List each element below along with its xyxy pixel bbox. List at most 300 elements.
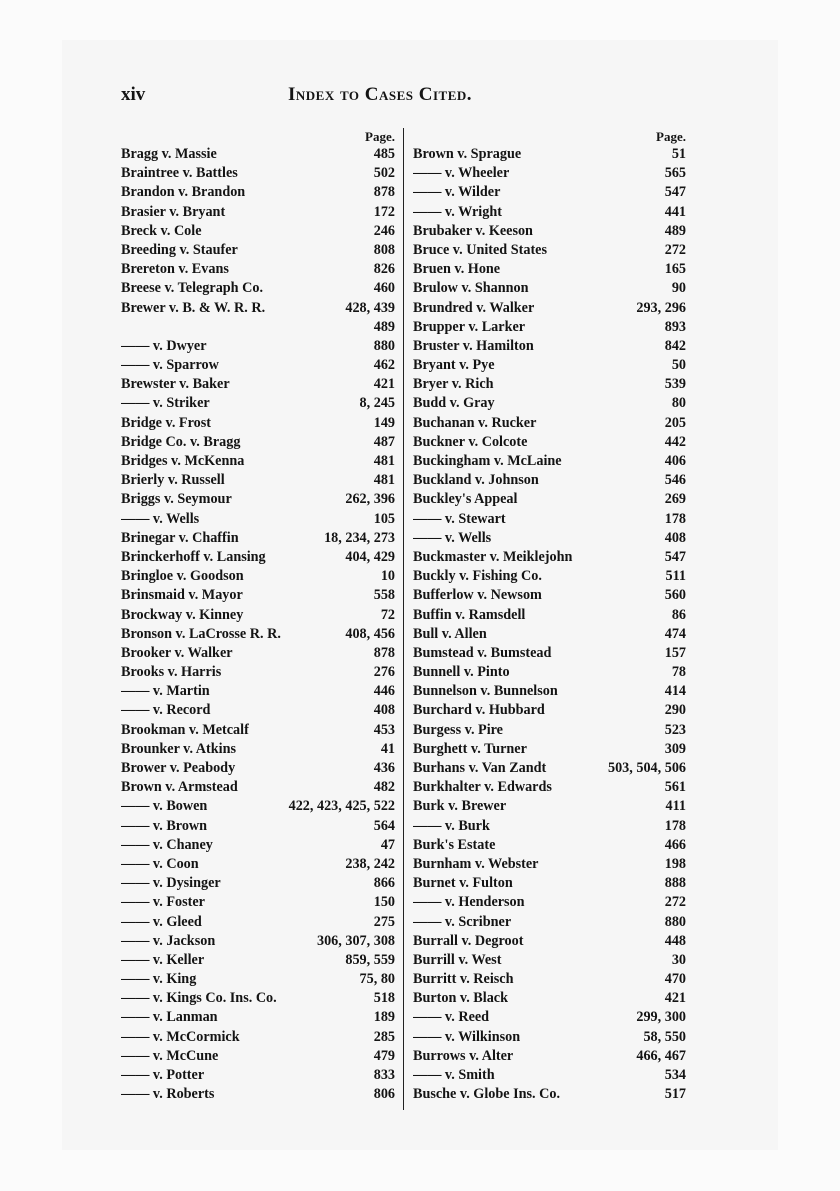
index-entry <box>413 471 686 490</box>
page-reference: 539 <box>664 376 686 393</box>
index-entry <box>121 203 395 222</box>
index-entry <box>121 529 395 548</box>
index-entry <box>413 874 686 893</box>
case-name: Burnet v. Fulton <box>413 875 513 892</box>
case-name: Burk v. Brewer <box>413 798 507 815</box>
case-name: —— v. Smith <box>413 1067 495 1083</box>
index-entry <box>121 663 395 682</box>
case-name: —— v. Henderson <box>413 894 525 911</box>
page-reference: 866 <box>373 875 395 892</box>
case-name: Brewster v. Baker <box>121 376 230 393</box>
case-name: Brounker v. Atkins <box>121 740 236 757</box>
index-entry <box>413 970 686 989</box>
index-entry <box>121 337 395 356</box>
index-entry <box>121 951 395 970</box>
page-reference: 878 <box>373 644 395 661</box>
case-name: Bunnell v. Pinto <box>413 664 510 681</box>
page-reference: 150 <box>373 894 395 911</box>
page-reference: 10 <box>380 568 395 585</box>
page-reference: 246 <box>373 222 395 239</box>
index-entry <box>121 586 395 605</box>
index-entry <box>413 203 686 222</box>
page-reference: 503, 504, 506 <box>607 760 686 776</box>
index-entry <box>413 452 686 471</box>
case-name: Bruen v. Hone <box>413 261 501 278</box>
page-reference: 198 <box>664 855 686 872</box>
case-name: Brown v. Sprague <box>413 146 522 162</box>
page-reference: 470 <box>664 971 686 988</box>
page-reference: 269 <box>664 491 686 508</box>
page-reference: 534 <box>664 1067 686 1083</box>
page-reference: 157 <box>664 644 686 661</box>
case-name: Bruster v. Hamilton <box>413 337 534 354</box>
case-name: Brundred v. Walker <box>413 299 535 316</box>
index-entry <box>413 145 686 164</box>
case-name: Brower v. Peabody <box>121 760 236 776</box>
page-reference: 893 <box>664 318 686 335</box>
case-name: —— v. Martin <box>121 683 210 700</box>
case-name: Bronson v. LaCrosse R. R. <box>121 625 281 642</box>
case-name: —— v. McCormick <box>121 1028 240 1045</box>
page-reference: 299, 300 <box>636 1009 686 1026</box>
case-name: Burrall v. Degroot <box>413 932 524 949</box>
page-reference: 511 <box>665 568 686 585</box>
page-reference: 285 <box>373 1028 395 1045</box>
case-name: Brewer v. B. & W. R. R. <box>121 299 266 316</box>
column-divider <box>403 128 404 1110</box>
index-entry <box>121 318 395 337</box>
page-reference: 238, 242 <box>345 855 395 872</box>
page-reference: 421 <box>373 376 395 393</box>
case-name: Bryant v. Pye <box>413 357 495 374</box>
case-name: Bridge Co. v. Bragg <box>121 433 241 450</box>
case-name: —— v. McCune <box>121 1047 219 1064</box>
index-entry <box>121 893 395 912</box>
page-reference: 436 <box>373 760 395 776</box>
index-entry <box>413 855 686 874</box>
case-name: —— v. Wilkinson <box>413 1028 521 1045</box>
case-name: —— v. Potter <box>121 1067 205 1083</box>
page-reference: 441 <box>664 203 686 220</box>
case-name: Brubaker v. Keeson <box>413 222 533 239</box>
index-entry <box>413 318 686 337</box>
case-name: —— v. Foster <box>121 894 205 911</box>
case-name: Burkhalter v. Edwards <box>413 779 552 796</box>
page-folio: xiv <box>121 84 146 105</box>
index-entry <box>413 644 686 663</box>
case-name: Bruce v. United States <box>413 241 547 258</box>
case-name: Brandon v. Brandon <box>121 184 246 201</box>
page-reference: 446 <box>373 683 395 700</box>
index-entry <box>121 241 395 260</box>
case-name: Burton v. Black <box>413 990 508 1007</box>
case-name: —— v. Coon <box>121 855 199 872</box>
page-reference: 546 <box>664 472 686 489</box>
case-name: —— v. Dysinger <box>121 875 221 892</box>
case-name: Bringloe v. Goodson <box>121 568 244 585</box>
case-name: Buchanan v. Rucker <box>413 414 537 431</box>
index-entry <box>413 241 686 260</box>
index-entry <box>413 1085 686 1104</box>
index-entry <box>413 759 686 778</box>
index-entry <box>121 817 395 836</box>
index-entry <box>121 606 395 625</box>
index-entry <box>121 1008 395 1027</box>
case-name: Brinckerhoff v. Lansing <box>121 548 266 565</box>
case-name: —— v. King <box>121 971 197 988</box>
page-reference: 18, 234, 273 <box>324 529 395 546</box>
case-name: Busche v. Globe Ins. Co. <box>413 1086 561 1103</box>
page-reference: 414 <box>664 683 686 700</box>
page-reference: 86 <box>671 606 686 623</box>
index-entry <box>121 414 395 433</box>
case-name: Burritt v. Reisch <box>413 971 514 988</box>
page-reference: 105 <box>373 510 395 527</box>
case-name: —— v. Gleed <box>121 913 202 930</box>
page-reference: 422, 423, 425, 522 <box>288 798 395 815</box>
index-entry <box>413 299 686 318</box>
case-name: Brown v. Armstead <box>121 779 238 796</box>
case-name: —— v. Sparrow <box>121 357 219 374</box>
index-entry <box>413 778 686 797</box>
index-entry <box>413 932 686 951</box>
index-entry <box>121 490 395 509</box>
index-entry <box>121 625 395 644</box>
case-name: Buckly v. Fishing Co. <box>413 568 542 585</box>
index-entry <box>121 452 395 471</box>
page-reference: 481 <box>373 472 395 489</box>
page-reference: 404, 429 <box>345 548 395 565</box>
index-entry <box>121 299 395 318</box>
case-name: Bragg v. Massie <box>121 146 217 162</box>
index-entry <box>121 797 395 816</box>
case-name: Buckingham v. McLaine <box>413 453 562 469</box>
index-entry <box>121 471 395 490</box>
index-entry <box>413 490 686 509</box>
index-entry <box>413 414 686 433</box>
page-reference: 558 <box>373 587 395 604</box>
case-name: —— v. Reed <box>413 1009 490 1026</box>
index-entry <box>413 164 686 183</box>
page-reference: 448 <box>664 932 686 949</box>
page-reference: 880 <box>373 337 395 354</box>
page-reference: 189 <box>373 1009 395 1026</box>
index-entry <box>121 682 395 701</box>
case-name: Buckner v. Colcote <box>413 433 528 450</box>
page-reference: 560 <box>664 587 686 604</box>
page-reference: 58, 550 <box>643 1028 686 1045</box>
page-reference: 293, 296 <box>636 299 686 316</box>
index-entry <box>121 260 395 279</box>
index-entry <box>413 356 686 375</box>
page-reference: 50 <box>671 357 686 374</box>
case-name: Buckland v. Johnson <box>413 472 539 489</box>
page-reference: 462 <box>373 357 395 374</box>
index-entry <box>413 433 686 452</box>
index-entry <box>413 913 686 932</box>
page-reference: 547 <box>664 184 686 201</box>
case-name: —— v. Scribner <box>413 913 512 930</box>
case-name: —— v. Keller <box>121 951 205 968</box>
page-reference: 806 <box>373 1086 395 1103</box>
page-reference: 72 <box>380 606 395 623</box>
index-entry <box>121 701 395 720</box>
page-reference: 564 <box>373 817 395 834</box>
case-name: Burhans v. Van Zandt <box>413 760 547 776</box>
right-index-column <box>413 128 686 1104</box>
index-entry <box>413 625 686 644</box>
case-name: Burrows v. Alter <box>413 1047 514 1064</box>
page-reference: 309 <box>664 740 686 757</box>
page-reference: 466, 467 <box>636 1047 686 1064</box>
index-entry <box>121 356 395 375</box>
page-reference: 172 <box>373 203 395 220</box>
case-name: Budd v. Gray <box>413 395 495 412</box>
page-reference: 41 <box>380 740 395 757</box>
index-entry <box>121 433 395 452</box>
case-name: Braintree v. Battles <box>121 165 238 182</box>
index-entry <box>121 874 395 893</box>
index-entry <box>121 836 395 855</box>
index-entry <box>121 1047 395 1066</box>
case-name: Buckley's Appeal <box>413 491 518 508</box>
index-entry <box>413 989 686 1008</box>
page-column-label: Page. <box>656 129 686 144</box>
index-entry <box>413 279 686 298</box>
page-reference: 482 <box>373 779 395 796</box>
case-name: Brereton v. Evans <box>121 261 229 278</box>
index-entry <box>121 394 395 413</box>
page-reference: 272 <box>664 241 686 258</box>
page-reference: 408, 456 <box>345 625 395 642</box>
page-reference: 859, 559 <box>345 951 395 968</box>
case-name: —— v. Chaney <box>121 836 213 853</box>
case-name: Brulow v. Shannon <box>413 280 529 297</box>
index-entry <box>413 663 686 682</box>
case-name: Burghett v. Turner <box>413 740 527 757</box>
page-reference: 8, 245 <box>359 395 395 412</box>
case-name: Brasier v. Bryant <box>121 203 226 220</box>
page-reference: 880 <box>664 913 686 930</box>
left-index-column <box>121 128 395 1104</box>
page-reference: 149 <box>373 414 395 431</box>
page-reference: 178 <box>664 817 686 834</box>
page-reference: 290 <box>664 702 686 719</box>
index-entry <box>413 510 686 529</box>
index-entry <box>413 836 686 855</box>
index-entry <box>121 759 395 778</box>
index-entry <box>413 567 686 586</box>
page-reference: 517 <box>664 1086 686 1103</box>
index-entry <box>413 721 686 740</box>
running-head-title: Index to Cases Cited. <box>288 84 473 105</box>
case-name: Brinegar v. Chaffin <box>121 529 239 546</box>
case-name: Bridge v. Frost <box>121 414 211 431</box>
index-entry <box>413 337 686 356</box>
case-name: —— v. Kings Co. Ins. Co. <box>121 990 277 1007</box>
index-entry <box>413 394 686 413</box>
page-reference: 275 <box>373 913 395 930</box>
case-name: Burchard v. Hubbard <box>413 702 545 719</box>
page-reference: 479 <box>373 1047 395 1064</box>
case-name: Burnham v. Webster <box>413 855 539 872</box>
page-reference: 411 <box>665 798 686 815</box>
case-name: Buffin v. Ramsdell <box>413 606 526 623</box>
case-name: Briggs v. Seymour <box>121 491 232 508</box>
case-name: Bryer v. Rich <box>413 376 494 393</box>
page-reference: 523 <box>664 721 686 738</box>
case-name: Breeding v. Staufer <box>121 241 238 258</box>
index-entry <box>121 721 395 740</box>
case-name: —— v. Roberts <box>121 1086 215 1103</box>
page-reference: 178 <box>664 510 686 527</box>
page-reference: 47 <box>380 836 395 853</box>
index-entry <box>413 682 686 701</box>
index-entry <box>121 989 395 1008</box>
index-entry <box>413 586 686 605</box>
index-entry <box>121 375 395 394</box>
page-reference: 808 <box>373 241 395 258</box>
page-reference: 888 <box>664 875 686 892</box>
case-name: Bunnelson v. Bunnelson <box>413 683 558 700</box>
index-entry <box>121 183 395 202</box>
case-name: —— v. Dwyer <box>121 337 207 354</box>
page-reference: 421 <box>664 990 686 1007</box>
page-reference: 408 <box>664 529 686 546</box>
page-column-label: Page. <box>365 129 395 144</box>
case-name: —— v. Record <box>121 702 211 719</box>
page-reference: 502 <box>373 165 395 182</box>
page-reference: 518 <box>373 990 395 1007</box>
case-name: —— v. Wilder <box>413 184 501 201</box>
page-reference: 408 <box>373 702 395 719</box>
page-reference: 51 <box>671 146 686 162</box>
page-reference: 165 <box>664 261 686 278</box>
index-entry <box>413 222 686 241</box>
index-entry <box>413 548 686 567</box>
case-name: Burk's Estate <box>413 836 496 853</box>
page-reference: 90 <box>671 280 686 297</box>
case-name: Buckmaster v. Meiklejohn <box>413 548 573 565</box>
page-reference: 565 <box>664 165 686 182</box>
case-name: —— v. Wells <box>121 510 200 527</box>
index-entry <box>413 1028 686 1047</box>
page-reference: 428, 439 <box>345 299 395 316</box>
index-entry <box>121 1085 395 1104</box>
page-reference: 878 <box>373 184 395 201</box>
index-entry <box>121 855 395 874</box>
index-entry <box>413 740 686 759</box>
case-name: —— v. Brown <box>121 817 208 834</box>
index-entry <box>121 279 395 298</box>
page-reference: 406 <box>664 453 686 469</box>
page-reference: 474 <box>664 625 686 642</box>
page-reference: 489 <box>373 318 395 335</box>
index-entry <box>121 740 395 759</box>
case-name: Brupper v. Larker <box>413 318 526 335</box>
case-name: Brooker v. Walker <box>121 644 233 661</box>
case-name: Breese v. Telegraph Co. <box>121 280 264 297</box>
index-entry <box>121 164 395 183</box>
case-name: —— v. Burk <box>413 817 490 834</box>
index-entry <box>413 701 686 720</box>
page-reference: 306, 307, 308 <box>316 932 395 949</box>
index-entry <box>413 893 686 912</box>
index-entry <box>121 567 395 586</box>
case-name: —— v. Striker <box>121 395 210 412</box>
case-name: Breck v. Cole <box>121 222 202 239</box>
index-entry <box>121 222 395 241</box>
index-entry <box>413 183 686 202</box>
index-entry <box>413 1047 686 1066</box>
page-reference: 262, 396 <box>345 491 395 508</box>
case-name: —— v. Stewart <box>413 510 506 527</box>
case-name: —— v. Lanman <box>121 1009 218 1026</box>
index-entry <box>413 1008 686 1027</box>
index-entry <box>413 817 686 836</box>
case-name: Burgess v. Pire <box>413 721 503 738</box>
index-entry <box>413 606 686 625</box>
case-name: Brooks v. Harris <box>121 664 222 681</box>
case-name: —— v. Wright <box>413 203 502 220</box>
index-entry <box>413 1066 686 1085</box>
index-entry <box>121 510 395 529</box>
index-entry <box>413 951 686 970</box>
index-entry <box>121 1028 395 1047</box>
page-reference: 547 <box>664 548 686 565</box>
page-reference: 442 <box>664 433 686 450</box>
case-name: Brookman v. Metcalf <box>121 721 249 738</box>
case-name: Bridges v. McKenna <box>121 453 245 469</box>
index-entry <box>121 145 395 164</box>
case-name: Bufferlow v. Newsom <box>413 587 542 604</box>
page-reference: 842 <box>664 337 686 354</box>
page-reference: 561 <box>664 779 686 796</box>
case-name: Bumstead v. Bumstead <box>413 644 552 661</box>
page-reference: 30 <box>671 951 686 968</box>
case-name: —— v. Bowen <box>121 798 208 815</box>
index-entry <box>121 970 395 989</box>
page-reference: 205 <box>664 414 686 431</box>
index-entry <box>121 913 395 932</box>
page-reference: 489 <box>664 222 686 239</box>
case-name: Brockway v. Kinney <box>121 606 244 623</box>
page-reference: 466 <box>664 836 686 853</box>
index-entry <box>413 375 686 394</box>
index-entry <box>121 932 395 951</box>
case-name: Brierly v. Russell <box>121 472 225 489</box>
page-reference: 78 <box>671 664 686 681</box>
index-entry <box>121 1066 395 1085</box>
case-name: —— v. Wheeler <box>413 165 510 182</box>
page-reference: 481 <box>373 453 395 469</box>
index-entry <box>413 797 686 816</box>
page-reference: 75, 80 <box>359 971 395 988</box>
page-reference: 487 <box>373 433 395 450</box>
case-name: —— v. Wells <box>413 529 492 546</box>
case-name: Bull v. Allen <box>413 625 487 642</box>
page-reference: 276 <box>373 664 395 681</box>
page-reference: 460 <box>373 280 395 297</box>
case-name: Burrill v. West <box>413 951 502 968</box>
case-name: —— v. Jackson <box>121 932 216 949</box>
page-reference: 485 <box>373 146 395 162</box>
page-reference: 272 <box>664 894 686 911</box>
page-reference: 833 <box>373 1067 395 1083</box>
index-entry <box>413 260 686 279</box>
page-reference: 453 <box>373 721 395 738</box>
index-entry <box>121 644 395 663</box>
